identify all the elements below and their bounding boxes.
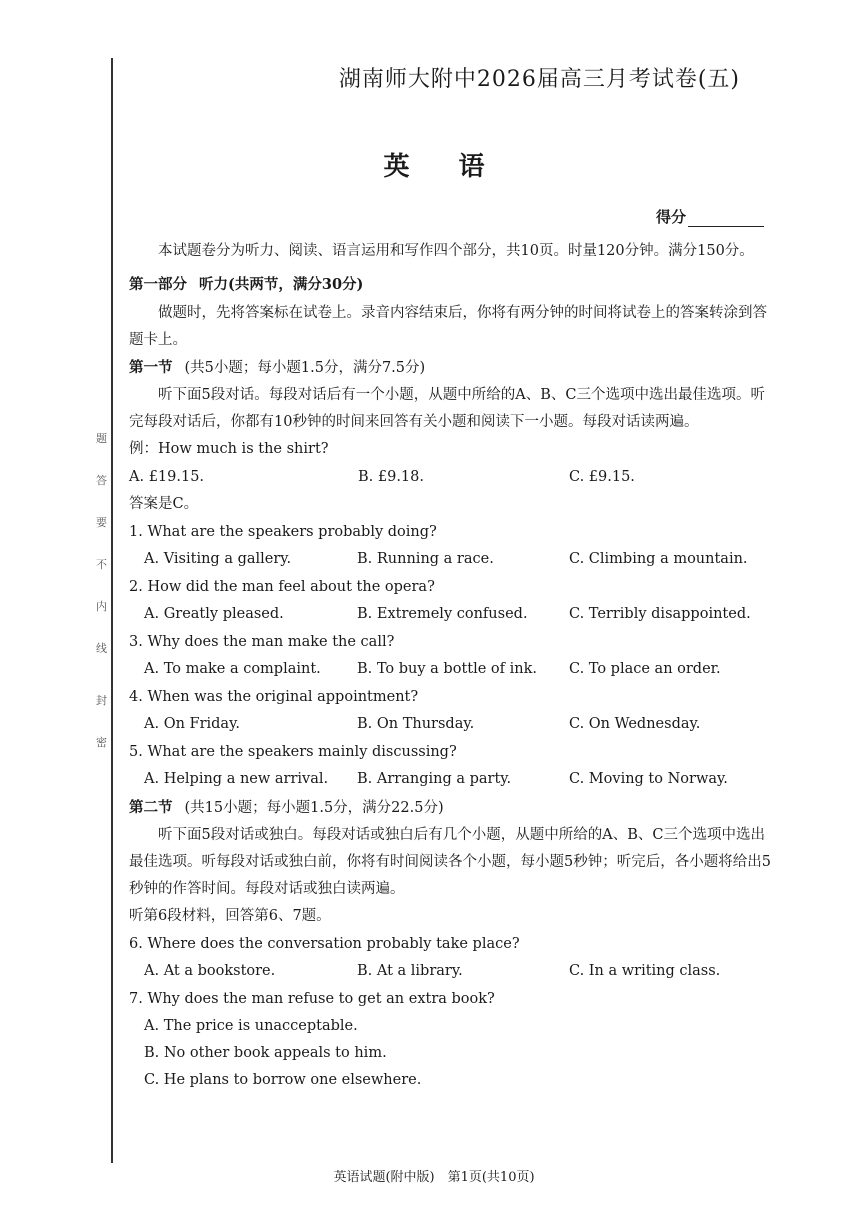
- option-a: A. At a bookstore.: [144, 963, 276, 979]
- option-a: A. To make a complaint.: [144, 661, 321, 677]
- option-b: B. To buy a bottle of ink.: [357, 661, 538, 677]
- binding-line: [111, 58, 113, 1163]
- option-b: B. Arranging a party.: [357, 771, 512, 787]
- part1-label: 第一部分: [129, 276, 187, 293]
- page-footer: 英语试题(附中版) 第1页(共10页): [333, 1170, 535, 1185]
- question-7: 7. Why does the man refuse to get an extra book?: [129, 990, 495, 1007]
- score-label: 得分: [656, 208, 687, 226]
- question-2: 2. How did the man feel about the opera?: [129, 578, 435, 595]
- score-blank[interactable]: [688, 211, 764, 227]
- section2-instructions: 听下面5段对话或独白。每段对话或独白后有几个小题，从题中所给的A、B、C三个选项中选出最佳选项。听每段对话或独白前，你将有时间阅读各个小题，每小题5秒钟；听完后，各小题将给出5秒钟的作答时间。每段对话或独白读两遍。: [129, 827, 771, 897]
- part1-instructions: 做题时，先将答案标在试卷上。录音内容结束后，你将有两分钟的时间将试卷上的答案转涂到答题卡上。: [129, 304, 767, 348]
- score-field: [656, 206, 764, 227]
- subject-title: 英 语: [383, 152, 505, 182]
- side-char: 题: [96, 432, 107, 445]
- options-7: [129, 1013, 774, 1094]
- side-char: 密: [96, 736, 107, 749]
- option-c: C. £9.15.: [569, 468, 635, 485]
- section1-title: (共5小题；每小题1.5分，满分7.5分): [184, 359, 426, 376]
- option-a: A. Greatly pleased.: [144, 606, 284, 622]
- option-c: C. To place an order.: [569, 661, 721, 677]
- example-question: 例：How much is the shirt?: [129, 441, 329, 457]
- part1-heading: [129, 271, 774, 300]
- section1-instructions: 听下面5段对话。每段对话后有一个小题，从题中所给的A、B、C三个选项中选出最佳选项。听完每段对话后，你都有10秒钟的时间来回答有关小题和阅读下一小题。每段对话读两遍。: [129, 387, 765, 430]
- side-char: 答: [96, 474, 107, 487]
- side-char: 要: [96, 516, 107, 529]
- exam-content: [129, 238, 774, 1094]
- option-b: B. On Thursday.: [357, 716, 475, 732]
- options-5: [129, 766, 774, 794]
- side-char: 不: [96, 558, 107, 571]
- part1-title: 听力(共两节，满分30分): [199, 276, 364, 293]
- question-1: 1. What are the speakers probably doing?: [129, 523, 437, 540]
- section1-heading: [129, 354, 774, 383]
- material-note: 听第6段材料，回答第6、7题。: [129, 908, 331, 924]
- option-c: C. In a writing class.: [569, 963, 721, 979]
- option-c: C. Moving to Norway.: [569, 771, 728, 787]
- option-a: A. On Friday.: [144, 716, 240, 732]
- option-c: C. Climbing a mountain.: [569, 551, 748, 567]
- example-answer: 答案是C。: [129, 496, 199, 512]
- question-5: 5. What are the speakers mainly discussing?: [129, 743, 457, 760]
- options-2: [129, 601, 774, 629]
- option-c: C. Terribly disappointed.: [569, 606, 751, 622]
- exam-header: 湖南师大附中2026届高三月考试卷(五): [338, 67, 740, 92]
- question-3: 3. Why does the man make the call?: [129, 633, 395, 650]
- side-char: 内: [96, 600, 107, 613]
- side-char: 线: [96, 642, 107, 655]
- option-a: A. The price is unacceptable.: [144, 1018, 358, 1034]
- option-a: A. £19.15.: [129, 468, 205, 485]
- section1-label: 第一节: [129, 358, 173, 376]
- options-1: [129, 546, 774, 574]
- option-c: C. He plans to borrow one elsewhere.: [144, 1072, 422, 1088]
- option-b: B. Running a race.: [357, 551, 494, 567]
- option-b: B. No other book appeals to him.: [144, 1045, 387, 1061]
- example-options: [129, 464, 774, 492]
- section2-label: 第二节: [129, 798, 173, 816]
- option-b: B. At a library.: [357, 963, 463, 979]
- option-b: B. £9.18.: [358, 468, 424, 485]
- option-a: A. Helping a new arrival.: [144, 771, 329, 787]
- options-4: [129, 711, 774, 739]
- question-6: 6. Where does the conversation probably take place?: [129, 935, 520, 952]
- options-3: [129, 656, 774, 684]
- option-a: A. Visiting a gallery.: [144, 551, 292, 567]
- option-c: C. On Wednesday.: [569, 716, 701, 732]
- section2-title: (共15小题；每小题1.5分，满分22.5分): [184, 799, 444, 816]
- option-b: B. Extremely confused.: [357, 606, 528, 622]
- question-4: 4. When was the original appointment?: [129, 688, 419, 705]
- section2-heading: [129, 794, 774, 823]
- intro-paragraph: 本试题卷分为听力、阅读、语言运用和写作四个部分，共10页。时量120分钟。满分150分。: [158, 243, 754, 259]
- options-6: [129, 958, 774, 986]
- side-char: 封: [96, 694, 107, 707]
